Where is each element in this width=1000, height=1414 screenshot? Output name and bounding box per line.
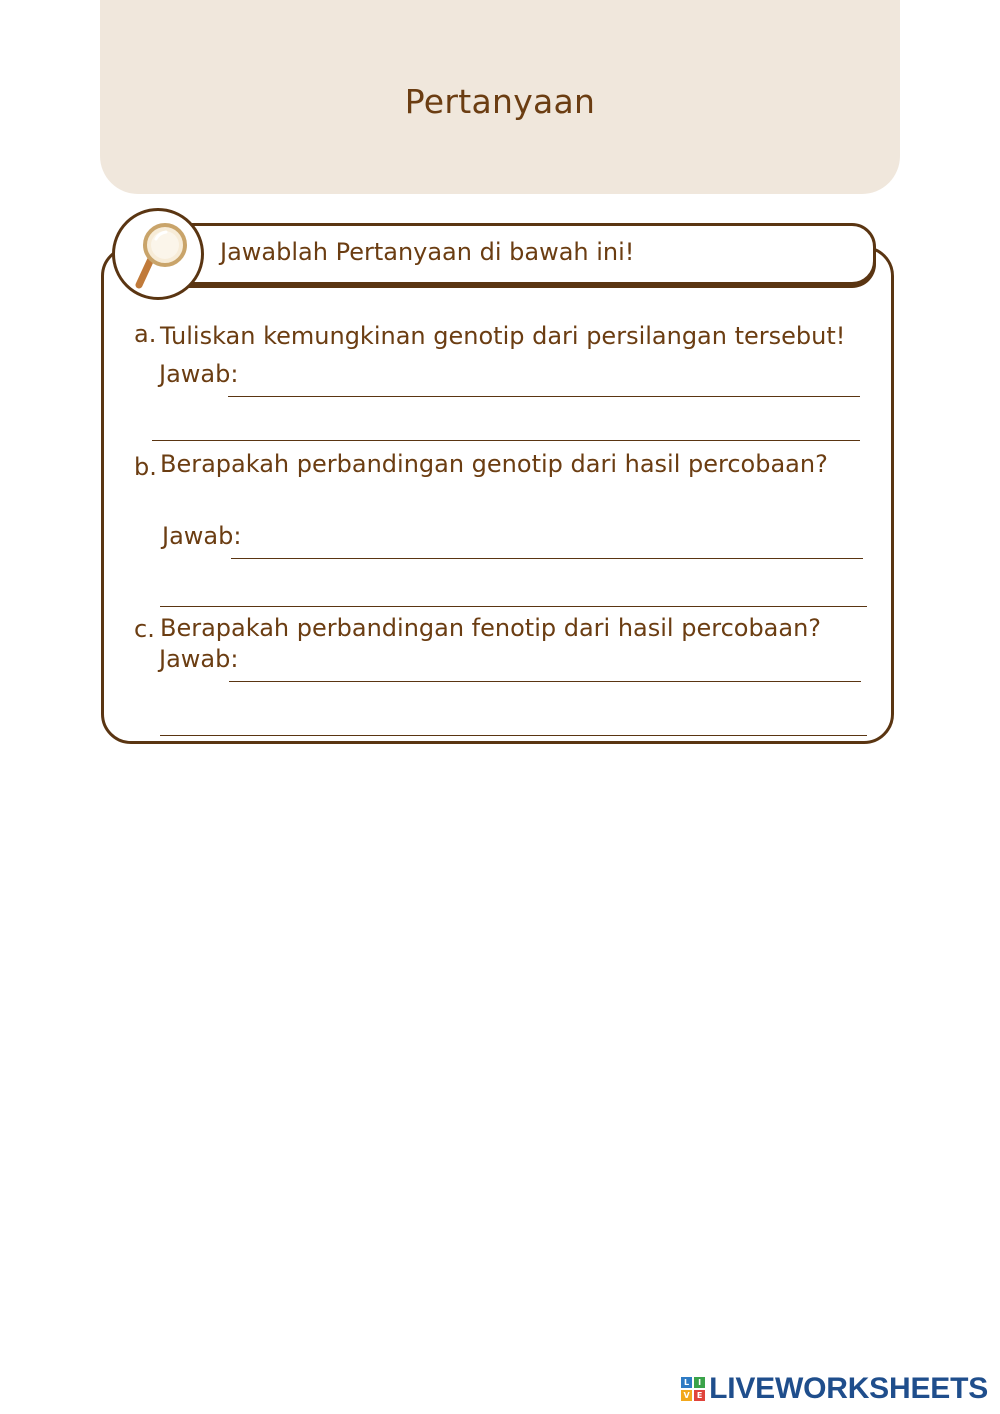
logo-blocks-icon xyxy=(681,1377,705,1401)
question-c-answer-line-2[interactable] xyxy=(160,735,867,736)
question-a-letter: a. xyxy=(134,320,157,348)
question-a-text: Tuliskan kemungkinan genotip dari persilangan tersebut! xyxy=(160,322,846,350)
question-b-letter: b. xyxy=(134,453,157,481)
magnifying-glass-icon xyxy=(123,219,193,289)
liveworksheets-logo xyxy=(681,1372,988,1406)
question-a-answer-label: Jawab: xyxy=(159,360,239,388)
question-b-text: Berapakah perbandingan genotip dari hasil percobaan? xyxy=(160,450,828,478)
header-panel xyxy=(100,0,900,194)
logo-text: LIVEWORKSHEETS xyxy=(709,1372,988,1405)
question-c-letter: c. xyxy=(134,615,155,643)
instruction-text: Jawablah Pertanyaan di bawah ini! xyxy=(220,238,635,266)
question-b-answer-line-1[interactable] xyxy=(231,558,863,559)
page-title: Pertanyaan xyxy=(404,82,596,121)
question-b-answer-label: Jawab: xyxy=(162,522,242,550)
question-c-answer-label: Jawab: xyxy=(159,645,239,673)
question-c-answer-line-1[interactable] xyxy=(229,681,861,682)
logo-block-e: E xyxy=(694,1390,705,1401)
logo-block-i: I xyxy=(694,1377,705,1388)
logo-block-l: L xyxy=(681,1377,692,1388)
question-a-answer-line-1[interactable] xyxy=(228,396,860,397)
logo-block-v: V xyxy=(681,1390,692,1401)
question-a-answer-line-2[interactable] xyxy=(152,440,860,441)
question-b-answer-line-2[interactable] xyxy=(160,606,867,607)
icon-badge xyxy=(112,208,204,300)
question-c-text: Berapakah perbandingan fenotip dari hasil percobaan? xyxy=(160,614,822,642)
